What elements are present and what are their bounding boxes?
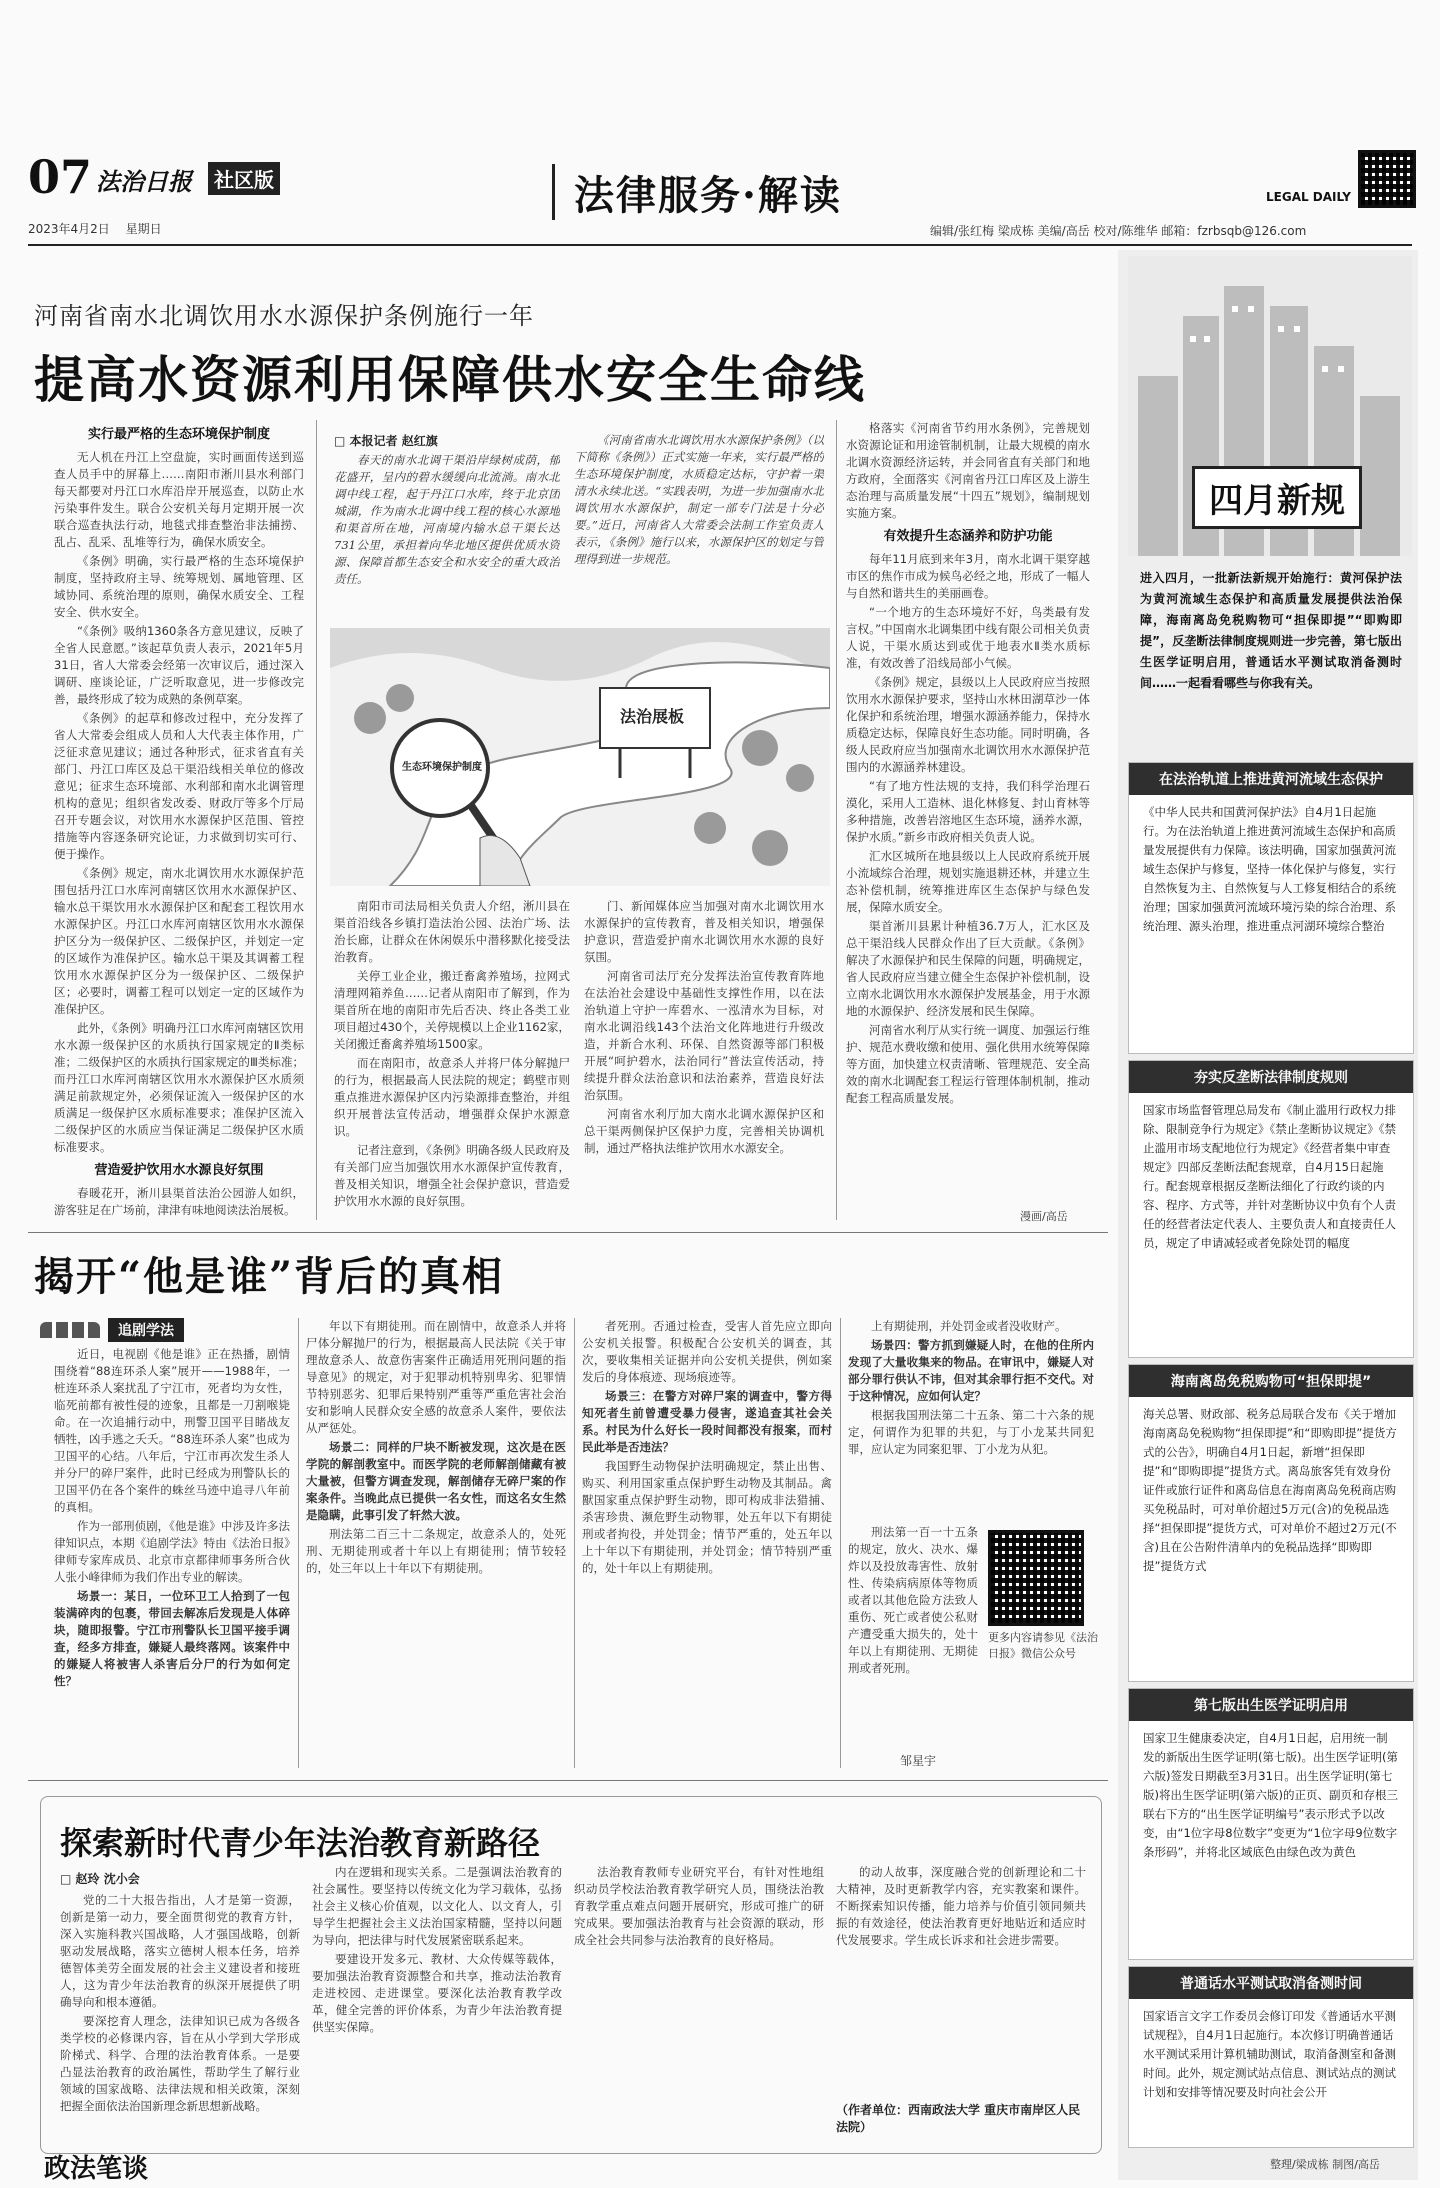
article1-column-4 xyxy=(846,420,1090,1210)
paragraph: 汇水区城所在地县级以上人民政府系统开展小流域综合治理，规划实施退耕还林，并建立生态补偿机制，统筹推进库区生态保护与绿色发展，保障水质安全。 xyxy=(846,849,1090,914)
column-rule xyxy=(316,420,317,1220)
paragraph: 此外，《条例》明确丹江口水库河南辖区饮用水水源一级保护区的水质执行国家规定的Ⅱ类标准；二级保护区的水质执行国家规定的Ⅲ类标准；而丹江口水库河南辖区饮用水水源保护区水质须满足前款规定外，必须保证流入一级保护区的水质满足一级保护区水质标准要求；准保护区流入二级保护区的水质应当保证满足二级保护区水质标准要求。 xyxy=(54,1021,304,1154)
article1-kicker: 河南省南水北调饮用水水源保护条例施行一年 xyxy=(34,302,534,330)
quote-paragraph: 《河南省南水北调饮用水水源保护条例》（以下简称《条例》）正式实施一年来，实行最严格的生态环境保护制度，水质稳定达标，守护着一渠清水永续北送。“实践表明，为进一步加强南水北调饮用水水源保护，制定一部专门法是十分必要。”近日，河南省人大常委会法制工作室负责人表示，《条例》施行以来，水源保护区的划定与管理得到进一步规范。 xyxy=(574,433,824,566)
section-divider xyxy=(552,164,555,220)
paragraph: 我国野生动物保护法明确规定，禁止出售、购买、利用国家重点保护野生动物及其制品。禽獸国家重点保护野生动物，即可构成非法猎捕、杀害珍贵、濒危野生动物罪，处五年以下有期徒刑或者拘役，并处罚金；情节严重的，处五年以上十年以下有期徒刑，并处罚金；情节特别严重的，处十年以上有期徒刑。 xyxy=(582,1459,832,1575)
article1-quote-block xyxy=(574,432,824,620)
sidebar-item-birth-certificate xyxy=(1128,1688,1414,1960)
scene-paragraph: 场景一：某日，一位环卫工人拾到了一包装满碎肉的包裹，带回去解冻后发现是人体碎块，随即报警。宁江市刑警队长卫国平接手调查，经多方排查，嫌疑人最终落网。该案件中的嫌疑人将被害人杀害后分尸的行为如何定性？ xyxy=(54,1589,290,1688)
sidebar-item-body: 《中华人民共和国黄河保护法》自4月1日起施行。为在法治轨道上推进黄河流域生态保护和高质量发展提供有力保障。该法明确，国家加强黄河流域生态保护与修复，坚持一体化保护与修复，实行自然恢复为主、自然恢复与人工修复相结合的系统治理；国家加强黄河流域环境污染的综合治理、系统治理、源头治理，推进重点河湖环境综合整治 xyxy=(1143,805,1396,933)
article2-headline: 揭开“他是谁”背后的真相 xyxy=(34,1253,505,1300)
article3-column-label: 政法笔谈 xyxy=(44,2154,149,2184)
paragraph: 每年11月底到来年3月，南水北调干渠穿越市区的焦作市成为候鸟必经之地，形成了一幅人与自然和谐共生的美丽画卷。 xyxy=(846,552,1090,600)
english-name: LEGAL DAILY xyxy=(1266,190,1351,204)
subhead-strict-protection: 实行最严格的生态环境保护制度 xyxy=(87,427,270,442)
paragraph: 党的二十大报告指出，人才是第一资源，创新是第一动力，要全面贯彻党的教育方针，深入实施科教兴国战略，人才强国战略，创新驱动发展战略，落实立德树人根本任务，培养德智体美劳全面发展的社会主义建设者和接班人，这为青少年法治教育的纵深开展提供了明确导向和根本遵循。 xyxy=(60,1893,300,2009)
sidebar-item-body: 海关总署、财政部、税务总局联合发布《关于增加海南离岛免税购物“担保即提”和“即购即提”提货方式的公告》，明确自4月1日起，新增“担保即提”和“即购即提”提货方式。离岛旅客凭有效身份证件或旅行证件和离岛信息在海南离岛免税商店购买免税品时，可对单价超过5万元(含)的免税品选择“担保即提”提货方式，可对单价不超过2万元(不含)且在公告附件清单内的免税品选择“即购即提”提货方式 xyxy=(1143,1407,1397,1573)
date-text: 2023年4月2日 xyxy=(28,222,110,236)
paragraph: 要深挖育人理念，法律知识已成为各级各类学校的必修课内容，旨在从小学到大学形成阶梯式、科学、合理的法治教育体系。一是要凸显法治教育的政治属性，帮助学生了解行业领域的国家战略、法律法规和相关政策，深刻把握全面依法治国新理念新思想新战略。 xyxy=(60,2014,300,2112)
sidebar-item-body: 国家语言文字工作委员会修订印发《普通话水平测试规程》，自4月1日起施行。本次修订明确普通话水平测试采用计算机辅助测试，取消备测室和备测时间。此外，规定测试站点信息、测试站点的测试计划和安排等情况要及时向社会公开 xyxy=(1143,2009,1396,2099)
weekday-text: 星期日 xyxy=(125,222,162,236)
paper-name: 法治日报 xyxy=(96,167,192,196)
illustration-board-label: 法治展板 xyxy=(620,707,685,726)
illustration-credit: 漫画/高岳 xyxy=(1020,1210,1068,1223)
article1-column-1 xyxy=(54,420,304,1225)
sidebar-banner-title: 四月新规 xyxy=(1192,466,1362,529)
paragraph: 而在南阳市，故意杀人并将尸体分解抛尸的行为，根据最高人民法院的规定；鹤壁市则重点推进水源保护区内污染源排查整治，并组织开展普法宣传活动，增强群众保护水源意识。 xyxy=(334,1056,570,1138)
paragraph: 要建设开发多元、教材、大众传媒等载体，要加强法治教育资源整合和共享，推动法治教育走进校园、走进课堂。要深化法治教育教学改革，健全完善的评价体系，为青少年法治教育提供坚实保障。 xyxy=(312,1952,562,2034)
article3-column-3 xyxy=(574,1864,824,2140)
subhead-ecological-function: 有效提升生态涵养和防护功能 xyxy=(883,529,1053,544)
scene-paragraph: 场景二：同样的尸块不断被发现，这次是在医学院的解剖教室中。而医学院的老师解剖储藏有被大量被，但警方调查发现，解剖储存无碎尸案的作案条件。当晚此点已提供一名女性，而这名女生然是隐瞒，此事引发了轩然大波。 xyxy=(306,1440,566,1522)
paragraph: 无人机在丹江上空盘旋，实时画面传送到巡查人员手中的屏幕上……南阳市淅川县水利部门每天都要对丹江口水库沿岸开展巡查，以防止水污染事件发生。联合公安机关每月定期开展一次联合巡查执法行动，地毯式排查整治非法捕捞、乱占、乱采、乱堆等行为，确保水质安全。 xyxy=(54,450,304,549)
page-number: 07 xyxy=(28,150,93,204)
paragraph: 刑法第一百一十五条的规定，放火、决水、爆炸以及投放毒害性、放射性、传染病病原体等物质或者以其他危险方法致人重伤、死亡或者使公私财产遭受重大损失的，处十年以上有期徒刑、无期徒刑或者死刑。 xyxy=(848,1525,978,1675)
sidebar-item-title: 第七版出生医学证明启用 xyxy=(1129,1689,1413,1721)
paragraph: 者死刑。否通过检查，受害人首先应立即向公安机关报警。积极配合公安机关的调查，其次，要收集相关证据并向公安机关提供，例如案发后的身体痕迹、现场痕迹等。 xyxy=(582,1319,832,1384)
article3-headline: 探索新时代青少年法治教育新路径 xyxy=(60,1824,541,1862)
article1-byline: □ 本报记者 赵红旗 xyxy=(334,434,438,448)
article1-headline: 提高水资源利用保障供水安全生命线 xyxy=(34,350,866,409)
masthead xyxy=(28,150,1412,240)
paragraph: 河南省司法厅充分发挥法治宣传教育阵地在法治社会建设中基础性支撑性作用，以在法治轨道上守护一库碧水、一泓清水为目标，对南水北调沿线143个法治文化阵地进行升级改造，并新合水利、环保、自然资源等部门积极开展“呵护碧水，法治同行”普法宣传活动，持续提升群众法治意识和法治素养，营造良好法治氛围。 xyxy=(584,969,824,1102)
paragraph: 法治教育教师专业研究平台，有针对性地组织动员学校法治教育教学研究人员，围绕法治教育教学重点难点问题开展研究，形成可推广的研究成果。要加强法治教育与社会资源的联动，形成全社会共同参与法治教育的良好格局。 xyxy=(574,1865,824,1947)
article1-lead xyxy=(334,452,560,620)
masthead-rule xyxy=(28,244,1412,246)
paragraph: 格落实《河南省节约用水条例》，完善规划水资源论证和用途管制机制，让最大规模的南水北调水资源经济运转，并会同省直有关部门和地方政府，全面落实《河南省丹江口库区及上游生态治理与高质量发展“十四五”规划》，编制规划实施方案。 xyxy=(846,421,1090,520)
paragraph: 《条例》的起草和修改过程中，充分发挥了省人大常委会组成人员和人大代表主体作用，广泛征求意见建议；通过各种形式，征求省直有关部门、丹江口库区及总干渠沿线相关单位的修改意见；征求生态环境部、水利部和南水北调管理机构的意见；组织省发改委、财政厅等多个厅局召开专题会议，对饮用水水源保护区范围、管控措施等内容逐条研究论证，力求做到切实可行、便于操作。 xyxy=(54,711,304,861)
paragraph: 近日，电视剧《他是谁》正在热播，剧情围绕着“88连环杀人案”展开——1988年，一桩连环杀人案扰乱了宁江市，死者均为女性，临死前都有被性侵的迹象，且都是一刀割喉毙命。在一次追捕行动中，刑警卫国平目睹战友牺牲，凶手逃之夭夭。“88连环杀人案”也成为卫国平的心结。八年后，宁江市再次发生杀人并分尸的碎尸案件，此时已经成为刑警队长的卫国平仍在各个案件的蛛丝马迹中追寻八年前的真相。 xyxy=(54,1347,290,1514)
paragraph: “有了地方性法规的支持，我们科学治理石漠化，采用人工造林、退化林修复、封山育林等多种措施，改善岩溶地区生态环境，涵养水源，保护水质。”新乡市政府相关负责人说。 xyxy=(846,779,1090,844)
paragraph: 门、新闻媒体应当加强对南水北调饮用水水源保护的宣传教育，普及相关知识，增强保护意识，营造爱护南水北调饮用水水源的良好氛围。 xyxy=(584,899,824,964)
column-rule xyxy=(836,420,837,1220)
paragraph: 上有期徒刑，并处罚金或者没收财产。 xyxy=(871,1319,1067,1333)
column-rule xyxy=(298,1318,299,1768)
sidebar-footer: 整理/梁成栋 制图/高岳 xyxy=(1270,2158,1380,2171)
article3-column-1 xyxy=(60,1892,300,2112)
paragraph: 关停工业企业，搬迁畜禽养殖场，拉网式清理网箱养鱼……记者从南阳市了解到，作为渠首所在地的南阳市先后否决、终止各类工业项目超过430个，关停规模以上企业1162家，关闭搬迁畜禽养殖场1500家。 xyxy=(334,969,570,1051)
sidebar-item-title: 夯实反垄断法律制度规则 xyxy=(1129,1061,1413,1093)
paragraph: 的动人故事，深度融合党的创新理论和二十大精神，及时更新教学内容，充实教案和课件。不断探索知识传播，能力培养与价值引领同频共振的有效途径，使法治教育更好地贴近和适应时代发展要求。学生成长诉求和社会进步需要。 xyxy=(836,1865,1086,1947)
sidebar-intro: 进入四月，一批新法新规开始施行：黄河保护法为黄河流域生态保护和高质量发展提供法治保障，海南离岛免税购物可“担保即提”“即购即提”，反垄断法律制度规则进一步完善，第七版出生医学证明启用，普通话水平测试取消备测时间……一起看看哪些与你我有关。 xyxy=(1140,571,1402,690)
paragraph: 刑法第二百三十二条规定，故意杀人的，处死刑、无期徒刑或者十年以上有期徒刑；情节较轻的，处三年以上十年以下有期徒刑。 xyxy=(306,1527,566,1575)
sidebar-item-title: 在法治轨道上推进黄河流域生态保护 xyxy=(1129,763,1413,795)
paragraph: 根据我国刑法第二十五条、第二十六条的规定，何谓作为犯罪的共犯，与丁小龙某共同犯罪，应认定为同案犯罪、丁小龙为从犯。 xyxy=(848,1408,1094,1456)
paragraph: 内在逻辑和现实关系。二是强调法治教育的社会属性。要坚持以传统文化为学习载体，弘扬社会主义核心价值观，以文化人、以文育人，引导学生把握社会主义法治国家精髓，坚持以问题为导向，把法律与时代发展紧密联系起来。 xyxy=(312,1865,562,1947)
article3-byline: □ 赵玲 沈小会 xyxy=(60,1872,140,1886)
paragraph: “《条例》吸纳1360条各方意见建议，反映了全省人民意愿。”该起草负责人表示，2021年5月31日，省人大常委会经第一次审议后，通过深入调研、座谈论证，广泛听取意见，进一步修改完善，最终形成了较为成熟的条例草案。 xyxy=(54,624,304,706)
paragraph: 河南省水利厅从实行统一调度、加强运行维护、规范水费收缴和使用、强化供用水统筹保障等方面，加快建立权责清晰、管理规范、安全高效的南水北调配套工程运行管理体制机制，推动配套工程高质量发展。 xyxy=(846,1023,1090,1105)
lead-paragraph: 春天的南水北调干渠沿岸绿树成荫，郁花盛开，呈内的碧水缓缓向北流淌。南水北调中线工程，起于丹江口水库，终于北京团城湖，作为南水北调中线工程的核心水源地和渠首所在地，河南境内输水总干渠长达731公里，承担着向华北地区提供优质水资源、保障首都生态安全和水安全的重大政治责任。 xyxy=(334,453,560,586)
paragraph: 作为一部刑侦剧，《他是谁》中涉及许多法律知识点，本期《追剧学法》特由《法治日报》律师专家库成员、北京市京都律师事务所合伙人张小峰律师为我们作出专业的解读。 xyxy=(54,1519,290,1584)
article2-column-tag xyxy=(40,1318,184,1342)
sidebar-item-yellow-river xyxy=(1128,762,1414,1054)
article3-column-2 xyxy=(312,1864,562,2140)
article2-column-4 xyxy=(848,1318,1094,1518)
sidebar-item-title: 普通话水平测试取消备测时间 xyxy=(1129,1967,1413,1999)
paragraph: 渠首淅川县累计种植36.7万人，汇水区及总干渠沿线人民群众作出了巨大贡献。《条例》解决了水源保护和民生保障的问题，明确规定，省人民政府应当建立健全生态保护补偿机制，设立南水北调饮用水水源保护发展基金，用于水源地的水源保护、经济发展和民生保障。 xyxy=(846,919,1090,1018)
article3-column-4 xyxy=(836,1864,1086,2094)
subhead-good-atmosphere: 营造爱护饮用水水源良好氛围 xyxy=(94,1163,264,1178)
column-rule xyxy=(840,1318,841,1768)
paragraph: “一个地方的生态环境好不好，鸟类最有发言权。”中国南水北调集团中线有限公司相关负责人说，干渠水质达到或优于地表水Ⅱ类水质标准，有效改善了沿线局部小气候。 xyxy=(846,605,1090,670)
sidebar-item-putonghua xyxy=(1128,1966,1414,2148)
paragraph: 记者注意到，《条例》明确各级人民政府及有关部门应当加强饮用水水源保护宣传教育，普及相关知识，增强全社会保护意识，营造爱护饮用水水源的良好氛围。 xyxy=(334,1143,570,1208)
sidebar-item-antimonopoly xyxy=(1128,1060,1414,1358)
article1-column-2 xyxy=(334,898,570,1223)
scene-paragraph: 场景三：在警方对碎尸案的调查中，警方得知死者生前曾遭受暴力侵害，遂追查其社会关系。村民为什么好长一段时间都没有报案，而村民此举是否违法？ xyxy=(582,1389,832,1454)
sidebar-item-hainan xyxy=(1128,1364,1414,1682)
article2-column-2 xyxy=(306,1318,566,1766)
article3-author-unit: （作者单位：西南政法大学 重庆市南岸区人民法院） xyxy=(836,2103,1081,2134)
section-rule xyxy=(28,1232,1108,1233)
column-rule xyxy=(574,1318,575,1768)
sidebar-item-body: 国家卫生健康委决定，自4月1日起，启用统一制发的新版出生医学证明(第七版)。出生医学证明(第六版)签发日期截至3月31日。出生医学证明(第七版)将出生医学证明(第六版)的正页、副页和存根三联右下方的“出生医学证明编号”表示形式予以改变，由“1位字母8位数字”变更为“1位字母9位数字条形码”，并将北区域底色由绿色改为黄色 xyxy=(1143,1731,1398,1859)
illustration xyxy=(330,628,830,886)
river-illustration-svg xyxy=(330,628,830,886)
paragraph: 南阳市司法局相关负责人介绍，淅川县在渠首沿线各乡镇打造法治公园、法治广场、法治长廊，让群众在休闲娱乐中潜移默化接受法治教育。 xyxy=(334,899,570,964)
article2-author: 邹星宇 xyxy=(900,1754,937,1768)
section-rule xyxy=(28,1780,1108,1781)
article2-column-4b xyxy=(848,1524,978,1744)
staff-line: 编辑/张红梅 梁成栋 美编/高岳 校对/陈维华 邮箱：fzrbsqb@126.com xyxy=(930,224,1307,238)
paragraph: 《条例》明确，实行最严格的生态环境保护制度，坚持政府主导、统筹规划、属地管理、区域协同、系统治理的原则，确保水质安全、工程安全、供水安全。 xyxy=(54,554,304,619)
illustration-lens-label: 生态环境保护制度 xyxy=(402,762,482,773)
audience-icon xyxy=(40,1322,100,1338)
article2-qr-code xyxy=(988,1530,1084,1626)
article2-column-1 xyxy=(54,1346,290,1766)
article2-column-3 xyxy=(582,1318,832,1766)
column-label: 追剧学法 xyxy=(108,1318,184,1342)
scene-paragraph: 场景四：警方抓到嫌疑人时，在他的住所内发现了大量收集来的物品。在审讯中，嫌疑人对部分罪行供认不讳，但对其余罪行拒不交代。对于这种情况，应如何认定？ xyxy=(848,1338,1094,1403)
sidebar-item-title: 海南离岛免税购物可“担保即提” xyxy=(1129,1365,1413,1397)
paragraph: 年以下有期徒刑。而在剧情中，故意杀人并将尸体分解抛尸的行为，根据最高人民法院《关于审理故意杀人、故意伤害案件正确适用死刑问题的指导意见》的规定，对于犯罪动机特别卑劣、犯罪情节特别恶劣、犯罪后果特别严重等严重危害社会治安和影响人民群众安全感的故意杀人案件，要依法从严惩处。 xyxy=(306,1319,566,1435)
masthead-qr-code xyxy=(1358,150,1416,208)
edition-tag: 社区版 xyxy=(208,162,280,195)
qr-caption: 更多内容请参见《法治日报》微信公众号 xyxy=(988,1631,1098,1660)
sidebar-banner xyxy=(1128,256,1412,556)
paragraph: 河南省水利厅加大南水北调水源保护区和总干渠两侧保护区保护力度，完善相关协调机制，通过严格执法维护饮用水水源安全。 xyxy=(584,1107,824,1155)
issue-date xyxy=(28,220,162,237)
paragraph: 《条例》规定，南水北调饮用水水源保护范围包括丹江口水库河南辖区饮用水水源保护区、输水总干渠饮用水水源保护区和配套工程饮用水水源保护区。丹江口水库河南辖区饮用水水源保护区分为一级保护区、二级保护区，并划定一定的区域作为准保护区。输水总干渠及其调蓄工程饮用水水源保护区分为一级保护区、二级保护区；必要时，调蓄工程可以划定一定的区域作为准保护区。 xyxy=(54,866,304,1016)
section-title: 法律服务·解读 xyxy=(574,172,842,219)
paragraph: 春暖花开，淅川县渠首法治公园游人如织，游客驻足在广场前，津津有味地阅读法治展板。 xyxy=(54,1186,304,1217)
paragraph: 《条例》规定，县级以上人民政府应当按照饮用水水源保护要求，坚持山水林田湖草沙一体化保护和系统治理，增强水源涵养能力，保持水质稳定达标，保障良好生态功能。同时明确，各级人民政府应当加强南水北调饮用水水源保护范围内的水源涵养林建设。 xyxy=(846,675,1090,774)
sidebar-item-body: 国家市场监督管理总局发布《制止滥用行政权力排除、限制竞争行为规定》《禁止垄断协议规定》《禁止滥用市场支配地位行为规定》《经营者集中审查规定》四部反垄断法配套规章，自4月15日起施行。配套规章根据反垄断法细化了行政约谈的内容、程序、方式等，并针对垄断协议中负有个人责任的经营者法定代表人、主要负责人和直接责任人员，规定了申请减轻或者免除处罚的幅度 xyxy=(1143,1103,1396,1250)
article1-column-3 xyxy=(584,898,824,1223)
